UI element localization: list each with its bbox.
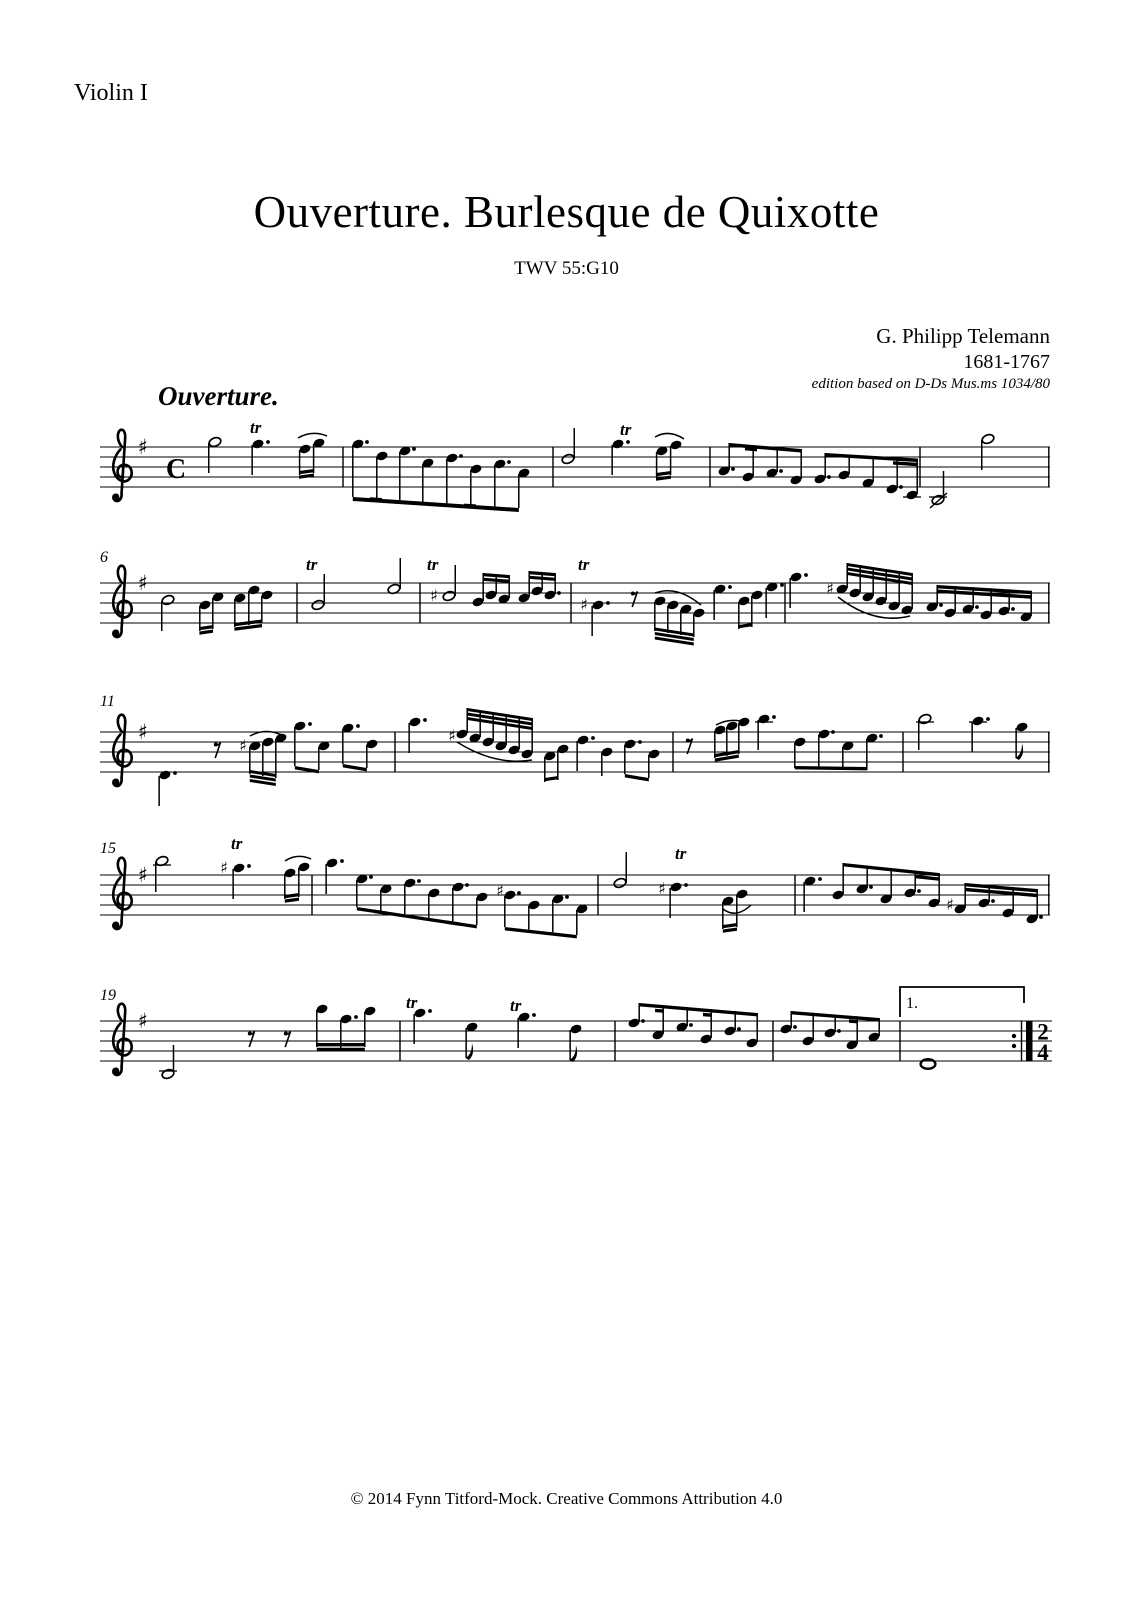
composer-dates: 1681-1767	[963, 351, 1050, 374]
trill-mark: tr	[306, 555, 318, 574]
treble-clef-icon	[113, 858, 131, 929]
measure-number: 19	[100, 987, 116, 1004]
trill-mark: tr	[510, 996, 522, 1015]
svg-text:♯: ♯	[580, 595, 588, 614]
trill-mark: tr	[250, 418, 262, 437]
svg-text:♯: ♯	[448, 726, 456, 745]
system-3	[100, 693, 1050, 806]
key-signature-sharp-icon: ♯	[137, 435, 149, 459]
svg-text:♯: ♯	[826, 579, 834, 598]
time-signature-numerator: 2	[1037, 1019, 1049, 1045]
measure-notes	[161, 558, 1033, 646]
svg-text:♯: ♯	[658, 879, 666, 898]
system-1	[100, 418, 1050, 512]
page-title: Ouverture. Burlesque de Quixotte	[253, 187, 880, 237]
footer-text: © 2014 Fynn Titford-Mock. Creative Commons Attribution 4.0	[350, 1489, 783, 1508]
part-label: Violin I	[74, 80, 148, 106]
system-5	[100, 987, 1052, 1080]
treble-clef-icon	[113, 566, 131, 637]
measure-number: 11	[100, 693, 115, 710]
time-signature-denominator: 4	[1037, 1040, 1049, 1065]
treble-clef-icon	[113, 715, 131, 786]
system-4	[100, 834, 1050, 938]
svg-text:♯: ♯	[496, 881, 504, 900]
measure-number: 6	[100, 549, 108, 566]
movement-heading: Ouverture.	[158, 381, 279, 411]
first-ending-label: 1.	[906, 995, 918, 1012]
trill-mark: tr	[231, 834, 243, 853]
treble-clef-icon	[113, 1004, 131, 1075]
svg-text:♯: ♯	[239, 736, 247, 755]
trill-mark: tr	[427, 555, 439, 574]
trill-mark: tr	[406, 993, 418, 1012]
edition-note: edition based on D-Ds Mus.ms 1034/80	[811, 376, 1050, 393]
composer-name: G. Philipp Telemann	[876, 324, 1050, 348]
svg-text:♯: ♯	[430, 586, 438, 605]
system-2	[100, 549, 1050, 646]
key-signature-sharp-icon: ♯	[137, 571, 149, 595]
key-signature-sharp-icon: ♯	[137, 1009, 149, 1033]
trill-mark: tr	[675, 844, 687, 863]
common-time-signature: C	[165, 454, 187, 485]
treble-clef-icon	[113, 430, 131, 501]
trill-mark: tr	[578, 555, 590, 574]
trill-mark: tr	[620, 420, 632, 439]
first-ending-bracket	[900, 987, 1024, 1017]
measure-number: 15	[100, 840, 116, 857]
catalog-number: TWV 55:G10	[514, 258, 619, 279]
measure-notes	[208, 428, 995, 512]
svg-text:♯: ♯	[946, 895, 954, 914]
key-signature-sharp-icon: ♯	[137, 863, 149, 887]
final-time-signature	[1037, 1020, 1049, 1066]
key-signature-sharp-icon: ♯	[137, 720, 149, 744]
measure-notes	[158, 708, 1028, 806]
svg-text:♯: ♯	[220, 858, 228, 877]
